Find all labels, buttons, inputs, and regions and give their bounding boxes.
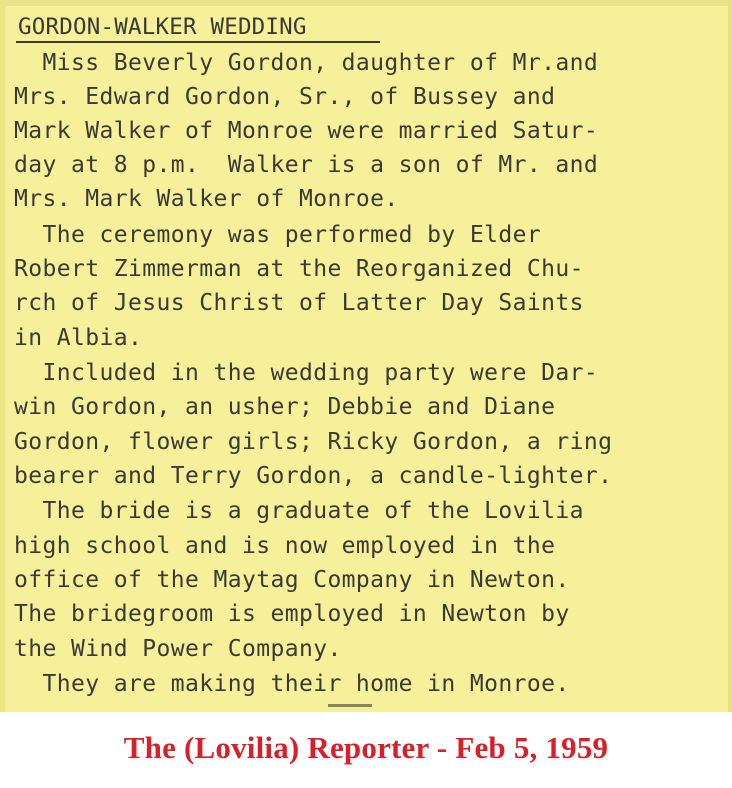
source-caption: The (Lovilia) Reporter - Feb 5, 1959 xyxy=(123,730,609,765)
article-line-12: Gordon, flower girls; Ricky Gordon, a ring xyxy=(14,429,613,455)
article-line-2: Mrs. Edward Gordon, Sr., of Bussey and xyxy=(14,84,556,110)
article-line-10: Included in the wedding party were Dar- xyxy=(14,360,599,386)
article-line-1: Miss Beverly Gordon, daughter of Mr.and xyxy=(14,50,599,76)
article-line-15: high school and is now employed in the xyxy=(14,533,556,559)
article-line-9: in Albia. xyxy=(14,325,143,351)
clipping-left-edge xyxy=(0,0,5,712)
article-line-4: day at 8 p.m. Walker is a son of Mr. and xyxy=(14,152,599,178)
article-headline: GORDON-WALKER WEDDING xyxy=(18,14,307,40)
article-line-14: The bride is a graduate of the Lovilia xyxy=(14,498,584,524)
headline-underline xyxy=(16,41,380,43)
article-line-8: rch of Jesus Christ of Latter Day Saints xyxy=(14,290,584,316)
article-line-7: Robert Zimmerman at the Reorganized Chu- xyxy=(14,256,584,282)
article-line-13: bearer and Terry Gordon, a candle-lighter. xyxy=(14,463,613,489)
article-line-3: Mark Walker of Monroe were married Satur- xyxy=(14,118,599,144)
article-line-5: Mrs. Mark Walker of Monroe. xyxy=(14,186,399,212)
clipping-right-edge xyxy=(728,0,732,712)
article-line-19: They are making their home in Monroe. xyxy=(14,671,570,697)
clipping-top-edge xyxy=(0,0,732,6)
article-line-11: win Gordon, an usher; Debbie and Diane xyxy=(14,394,556,420)
article-line-18: the Wind Power Company. xyxy=(14,636,342,662)
article-line-17: The bridegroom is employed in Newton by xyxy=(14,601,570,627)
article-line-6: The ceremony was performed by Elder xyxy=(14,222,542,248)
end-of-article-mark xyxy=(328,704,372,707)
article-line-16: office of the Maytag Company in Newton. xyxy=(14,567,570,593)
